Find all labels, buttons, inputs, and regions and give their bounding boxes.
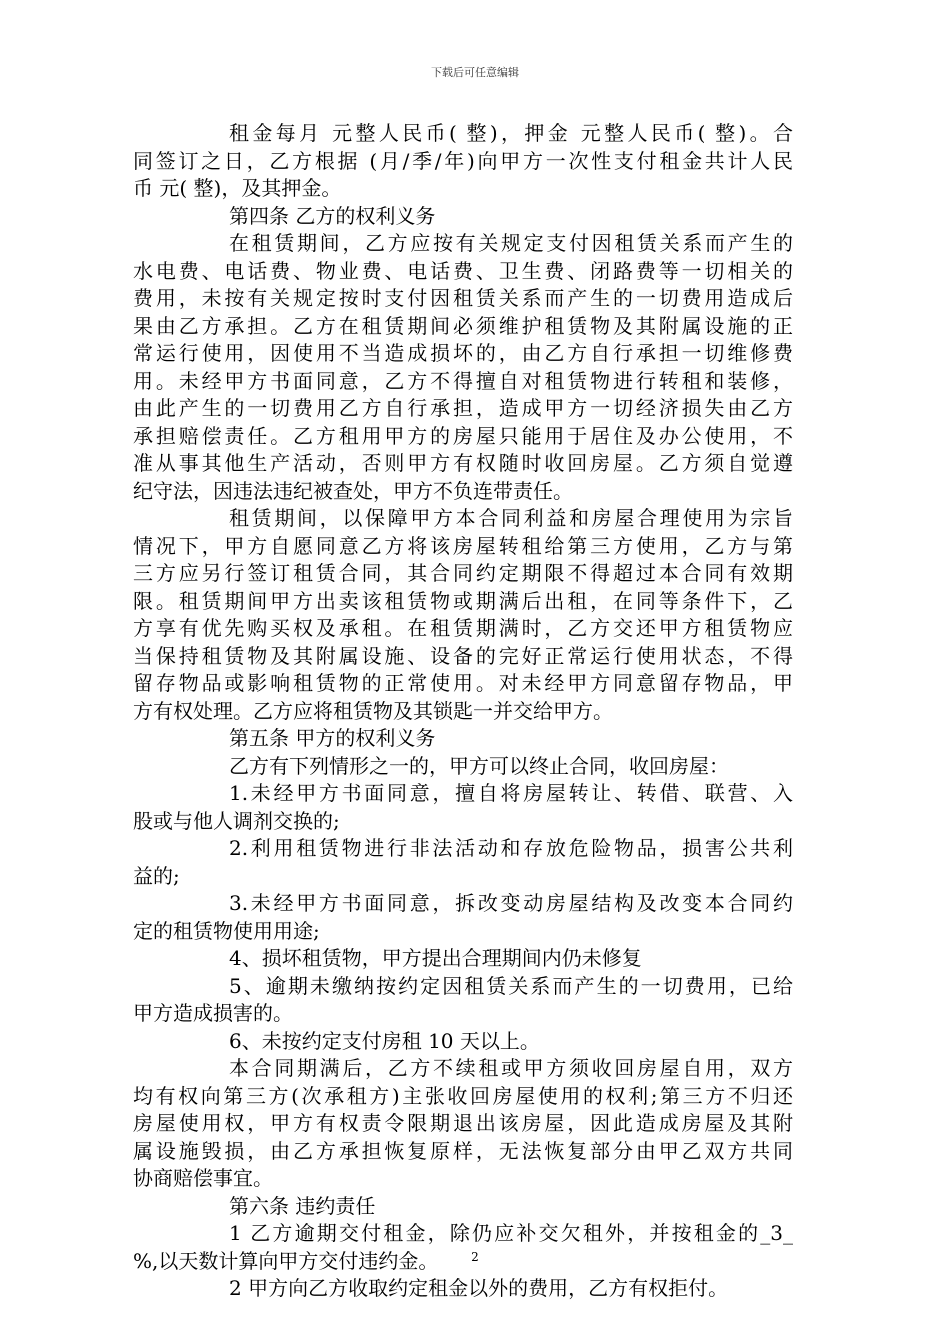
- text-line: 益的;: [133, 863, 180, 888]
- text-line: 2 甲方向乙方收取约定租金以外的费用，乙方有权拒付。: [229, 1276, 729, 1300]
- text-line: 房屋使用权，甲方有权责令限期退出该房屋，因此造成房屋及其附: [133, 1111, 793, 1135]
- text-line: 协商赔偿事宜。: [133, 1166, 273, 1190]
- text-line: 第四条 乙方的权利义务: [229, 203, 436, 228]
- text-line: 准从事其他生产活动，否则甲方有权随时收回房屋。乙方须自觉遵: [133, 451, 793, 475]
- page-header: 下载后可任意编辑: [431, 66, 519, 79]
- text-line: 常运行使用，因使用不当造成损坏的，由乙方自行承担一切维修费: [133, 341, 793, 365]
- text-line: 纪守法，因违法违纪被查处，甲方不负连带责任。: [133, 478, 573, 503]
- text-line: 费用，未按有关规定按时支付因租赁关系而产生的一切费用造成后: [133, 286, 793, 310]
- text-line: 2.利用租赁物进行非法活动和存放危险物品，损害公共利: [229, 836, 793, 860]
- text-line: 1 乙方逾期交付租金，除仍应补交欠租外，并按租金的_3_: [229, 1221, 793, 1245]
- page-number: 2: [471, 1250, 479, 1264]
- text-line: 由此产生的一切费用乙方自行承担，造成甲方一切经济损失由乙方: [133, 396, 793, 420]
- text-line: 三方应另行签订租赁合同，其合同约定期限不得超过本合同有效期: [133, 561, 793, 585]
- text-line: 5、逾期未缴纳按约定因租赁关系而产生的一切费用，已给: [229, 973, 793, 998]
- text-line: 方享有优先购买权及承租。在租赁期满时，乙方交还甲方租赁物应: [133, 616, 793, 640]
- text-line: 均有权向第三方(次承租方)主张收回房屋使用的权利;第三方不归还: [133, 1083, 793, 1108]
- text-line: 承担赔偿责任。乙方租用甲方的房屋只能用于居住及办公使用，不: [133, 423, 793, 448]
- document-body: [133, 120, 793, 1303]
- text-line: 本合同期满后，乙方不续租或甲方须收回房屋自用，双方: [229, 1056, 793, 1080]
- text-line: 股或与他人调剂交换的;: [133, 808, 340, 833]
- text-line: 留存物品或影响租赁物的正常使用。对未经甲方同意留存物品，甲: [133, 671, 793, 695]
- text-line: 租赁期间，以保障甲方本合同利益和房屋合理使用为宗旨: [229, 506, 793, 530]
- text-line: 在租赁期间，乙方应按有关规定支付因租赁关系而产生的: [229, 231, 793, 255]
- text-line: 乙方有下列情形之一的，甲方可以终止合同，收回房屋：: [229, 753, 729, 778]
- text-line: 当保持租赁物及其附属设施、设备的完好正常运行使用状态，不得: [133, 643, 793, 668]
- text-line: 3.未经甲方书面同意，拆改变动房屋结构及改变本合同约: [229, 891, 793, 915]
- text-line: 限。租赁期间甲方出卖该租赁物或期满后出租，在同等条件下，乙: [133, 588, 793, 613]
- text-line: 果由乙方承担。乙方在租赁期间必须维护租赁物及其附属设施的正: [133, 313, 793, 338]
- text-line: 币 元( 整)，及其押金。: [133, 176, 342, 200]
- text-line: 情况下，甲方自愿同意乙方将该房屋转租给第三方使用，乙方与第: [133, 533, 793, 558]
- text-line: 6、未按约定支付房租 10 天以上。: [229, 1028, 540, 1053]
- text-line: 方有权处理。乙方应将租赁物及其锁匙一并交给甲方。: [133, 698, 613, 723]
- text-line: 定的租赁物使用用途;: [133, 918, 320, 943]
- text-line: 租金每月 元整人民币( 整)，押金 元整人民币( 整)。合: [229, 121, 793, 145]
- text-line: 第五条 甲方的权利义务: [229, 726, 436, 750]
- text-line: 4、损坏租赁物，甲方提出合理期间内仍未修复: [229, 946, 642, 970]
- text-line: 水电费、电话费、物业费、电话费、卫生费、闭路费等一切相关的: [133, 258, 793, 283]
- text-line: %,以天数计算向甲方交付违约金。: [133, 1248, 439, 1273]
- text-line: 第六条 违约责任: [229, 1193, 376, 1218]
- text-line: 同签订之日，乙方根据 (月/季/年)向甲方一次性支付租金共计人民: [133, 148, 793, 173]
- text-line: 1.未经甲方书面同意，擅自将房屋转让、转借、联营、入: [229, 781, 793, 805]
- text-line: 甲方造成损害的。: [133, 1001, 293, 1025]
- text-line: 用。未经甲方书面同意，乙方不得擅自对租赁物进行转租和装修，: [133, 368, 793, 393]
- text-line: 属设施毁损，由乙方承担恢复原样，无法恢复部分由甲乙双方共同: [133, 1138, 793, 1163]
